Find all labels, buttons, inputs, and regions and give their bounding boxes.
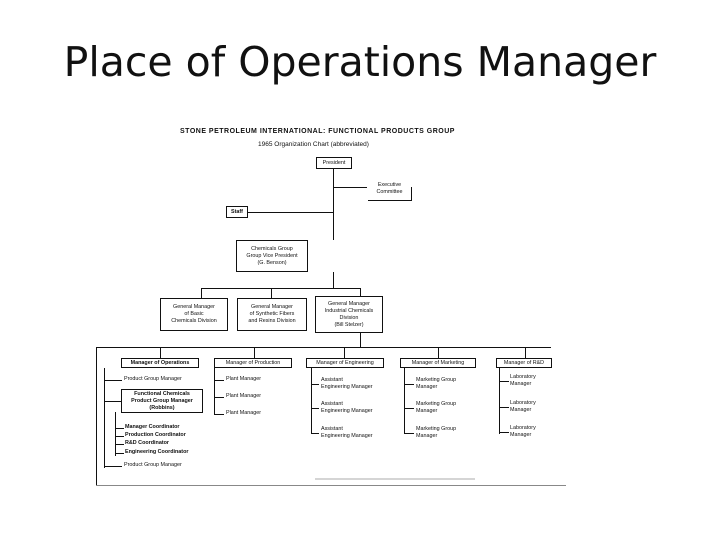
connector-line bbox=[214, 368, 215, 415]
connector-line bbox=[404, 368, 405, 434]
coordinator-label: Engineering Coordinator bbox=[125, 449, 189, 455]
connector-line bbox=[115, 453, 124, 454]
staff-label: Staff bbox=[231, 208, 243, 215]
general-manager-label: Industrial Chemicals bbox=[324, 307, 374, 314]
connector-line bbox=[360, 331, 361, 348]
connector-line bbox=[311, 408, 319, 409]
marketing-group-manager-line: Manager bbox=[416, 408, 438, 414]
manager-production-box bbox=[214, 358, 292, 368]
assistant-engineering-manager-line: Engineering Manager bbox=[321, 408, 373, 414]
general-manager-label: and Resins Division bbox=[248, 318, 296, 324]
marketing-group-manager-label bbox=[416, 426, 456, 440]
slide-title: Place of Operations Manager bbox=[63, 38, 657, 86]
laboratory-manager-label bbox=[510, 400, 536, 414]
general-manager-label: General Manager bbox=[173, 304, 215, 310]
connector-line bbox=[201, 288, 202, 298]
marketing-group-manager-label bbox=[416, 401, 456, 415]
connector-line bbox=[311, 433, 319, 434]
general-manager-industrial-box bbox=[315, 296, 383, 333]
marketing-group-manager-label bbox=[416, 377, 456, 391]
laboratory-manager-line: Laboratory bbox=[510, 425, 536, 431]
executive-committee-label: Committee bbox=[376, 189, 403, 195]
connector-line bbox=[411, 187, 412, 201]
connector-line bbox=[344, 347, 345, 358]
marketing-group-manager-line: Marketing Group bbox=[416, 426, 457, 432]
plant-manager-label: Plant Manager bbox=[226, 393, 262, 399]
connector-line bbox=[368, 200, 412, 201]
connector-line bbox=[404, 433, 414, 434]
vice-president-label: Group Vice President bbox=[246, 252, 298, 259]
assistant-engineering-manager-line: Assistant bbox=[321, 426, 343, 432]
functional-manager-label: Manager of Engineering bbox=[316, 359, 374, 366]
functional-chemicals-label: Functional Chemicals bbox=[134, 390, 190, 397]
assistant-engineering-manager-label bbox=[321, 377, 373, 391]
general-manager-label: General Manager bbox=[328, 300, 370, 307]
staff-box bbox=[226, 206, 248, 218]
laboratory-manager-label bbox=[510, 425, 536, 439]
functional-manager-label: Manager of Production bbox=[225, 359, 281, 366]
connector-line bbox=[333, 272, 334, 289]
connector-line bbox=[404, 384, 414, 385]
connector-line bbox=[404, 408, 414, 409]
connector-line bbox=[214, 397, 224, 398]
assistant-engineering-manager-line: Assistant bbox=[321, 401, 343, 407]
marketing-group-manager-line: Marketing Group bbox=[416, 401, 457, 407]
functional-manager-label: Manager of R&D bbox=[503, 359, 545, 366]
connector-line bbox=[333, 168, 334, 240]
connector-line bbox=[214, 414, 224, 415]
vice-president-label: (G. Benson) bbox=[257, 259, 287, 266]
chart-header-subtitle: 1965 Organization Chart (abbreviated) bbox=[258, 141, 369, 148]
functional-chemicals-label: (Robbins) bbox=[149, 404, 175, 411]
laboratory-manager-line: Laboratory bbox=[510, 374, 536, 380]
connector-line bbox=[115, 444, 124, 445]
connector-line bbox=[499, 381, 509, 382]
connector-line bbox=[104, 401, 122, 402]
product-group-manager-label: Product Group Manager bbox=[124, 462, 182, 468]
laboratory-manager-label bbox=[510, 374, 536, 388]
vice-president-box bbox=[236, 240, 308, 272]
manager-rd-box bbox=[496, 358, 552, 368]
assistant-engineering-manager-line: Engineering Manager bbox=[321, 384, 373, 390]
laboratory-manager-line: Laboratory bbox=[510, 400, 536, 406]
plant-manager-label: Plant Manager bbox=[226, 376, 262, 382]
connector-line bbox=[246, 212, 334, 213]
coordinator-label: R&D Coordinator bbox=[125, 440, 170, 446]
connector-line bbox=[96, 347, 97, 485]
connector-line bbox=[96, 485, 566, 486]
functional-chemicals-box bbox=[121, 389, 203, 413]
connector-line bbox=[201, 288, 361, 289]
functional-manager-label: Manager of Operations bbox=[130, 359, 190, 366]
assistant-engineering-manager-label bbox=[321, 426, 373, 440]
executive-committee-label: Executive bbox=[377, 182, 402, 188]
manager-marketing-box bbox=[400, 358, 476, 368]
connector-line bbox=[499, 407, 509, 408]
general-manager-label: of Synthetic Fibers bbox=[249, 311, 295, 317]
connector-line bbox=[311, 384, 319, 385]
connector-line bbox=[104, 368, 105, 468]
connector-line bbox=[271, 288, 272, 298]
assistant-engineering-manager-label bbox=[321, 401, 373, 415]
laboratory-manager-line: Manager bbox=[510, 407, 532, 413]
general-manager-label: of Basic bbox=[184, 311, 204, 317]
marketing-group-manager-line: Manager bbox=[416, 384, 438, 390]
functional-chemicals-label: Product Group Manager bbox=[131, 397, 193, 404]
connector-line bbox=[214, 380, 224, 381]
general-manager-label: (Bill Stelzer) bbox=[334, 321, 364, 328]
connector-line bbox=[115, 428, 124, 429]
connector-line bbox=[104, 380, 122, 381]
general-manager-synthetic-box bbox=[237, 298, 307, 331]
marketing-group-manager-line: Marketing Group bbox=[416, 377, 457, 383]
plant-manager-label: Plant Manager bbox=[226, 410, 262, 416]
connector-line bbox=[96, 347, 551, 348]
general-manager-basic-box bbox=[160, 298, 228, 331]
connector-line bbox=[160, 347, 161, 358]
vice-president-label: Chemicals Group bbox=[251, 245, 293, 252]
coordinator-label: Manager Coordinator bbox=[125, 424, 180, 430]
connector-line bbox=[499, 368, 500, 434]
executive-committee-box bbox=[367, 179, 412, 199]
manager-operations-box bbox=[121, 358, 199, 368]
connector-line bbox=[525, 347, 526, 358]
product-group-manager-label: Product Group Manager bbox=[124, 376, 182, 382]
connector-line bbox=[254, 347, 255, 358]
connector-line bbox=[438, 347, 439, 358]
general-manager-label: Chemicals Division bbox=[171, 318, 217, 324]
scan-smudge bbox=[315, 478, 475, 480]
marketing-group-manager-line: Manager bbox=[416, 433, 438, 439]
coordinator-label: Production Coordinator bbox=[125, 432, 186, 438]
connector-line bbox=[115, 436, 124, 437]
assistant-engineering-manager-line: Assistant bbox=[321, 377, 343, 383]
connector-line bbox=[311, 368, 312, 434]
president-label: President bbox=[322, 159, 346, 166]
chart-header-company: STONE PETROLEUM INTERNATIONAL: FUNCTIONAL PRODUCTS GROUP bbox=[180, 128, 455, 135]
functional-manager-label: Manager of Marketing bbox=[411, 359, 465, 366]
general-manager-label: Division bbox=[339, 314, 359, 321]
assistant-engineering-manager-line: Engineering Manager bbox=[321, 433, 373, 439]
general-manager-label: General Manager bbox=[251, 304, 293, 310]
connector-line bbox=[104, 466, 122, 467]
laboratory-manager-line: Manager bbox=[510, 432, 532, 438]
manager-engineering-box bbox=[306, 358, 384, 368]
connector-line bbox=[115, 412, 116, 456]
laboratory-manager-line: Manager bbox=[510, 381, 532, 387]
president-box bbox=[316, 157, 352, 169]
connector-line bbox=[499, 432, 509, 433]
